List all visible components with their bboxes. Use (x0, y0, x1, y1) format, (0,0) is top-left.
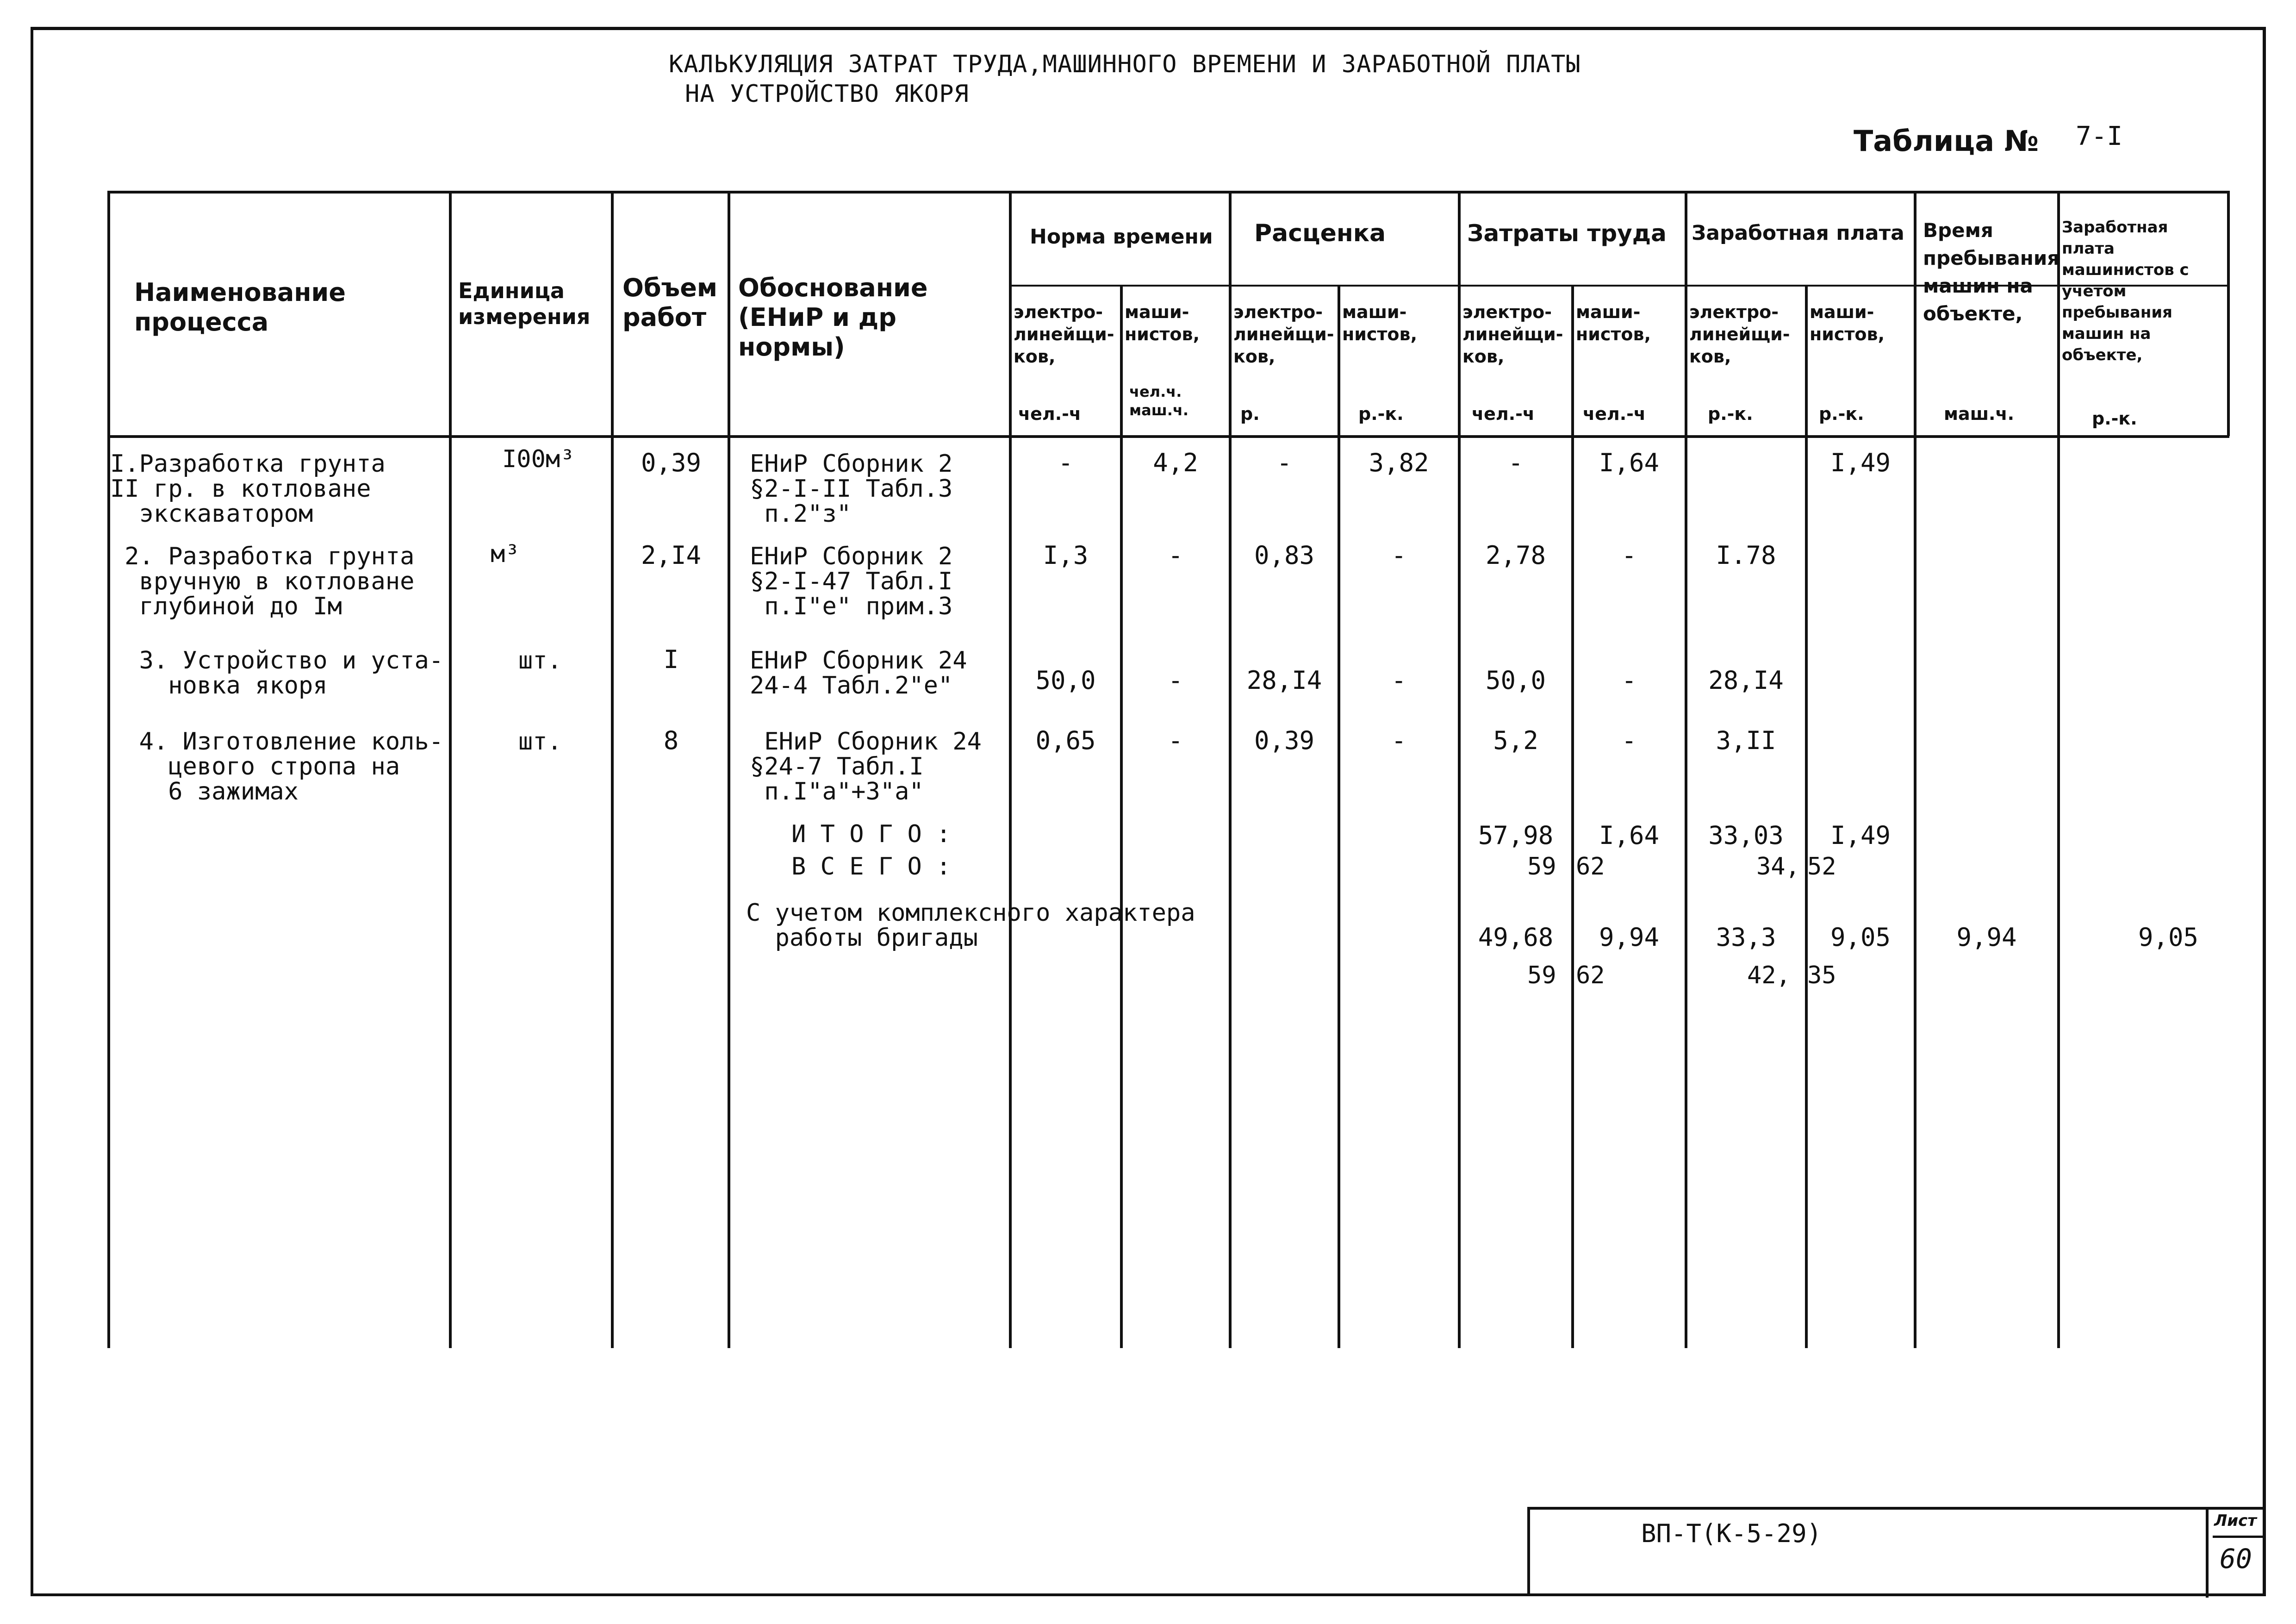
unit-label: р.-к. (1819, 404, 1864, 424)
basis-value: ЕНиР Сборник 24 §24-7 Табл.I п.I"а"+3"а" (750, 728, 982, 806)
norm-machinist: 4,2 (1153, 448, 1198, 477)
document-subtitle: НА УСТРОЙСТВО ЯКОРЯ (685, 80, 969, 108)
volume-value: I (663, 645, 679, 674)
col-line (1805, 285, 1808, 1348)
norm-machinist: - (1168, 666, 1183, 695)
norm-machinist: - (1168, 726, 1183, 755)
process-name: 2. Разработка грунта вручную в котловане глубиной до Iм (124, 543, 415, 620)
subheader-norm-machinist: маши-нистов, (1125, 302, 1200, 344)
subheader-rate-machinist: маши-нистов, (1342, 302, 1418, 344)
header-name: Наименование процесса (134, 278, 346, 337)
norm-electro: 50,0 (1035, 666, 1096, 695)
col-line (1120, 285, 1123, 1348)
unit-label: чел.ч. маш.ч. (1129, 383, 1189, 419)
header-wage: Заработная плата (1692, 221, 1904, 245)
complex-labor-sum-b: 62 (1576, 962, 1605, 989)
unit-label: чел.-ч (1018, 404, 1081, 424)
unit-value: шт. (518, 647, 562, 675)
unit-label: маш.ч. (1944, 404, 2015, 424)
complex-wage-sum-a: 42, (1747, 962, 1791, 989)
rate-electro: - (1276, 448, 1292, 477)
header-machine-time: Время пребывания машин на объекте, (1923, 219, 2060, 325)
header-machine-wage: Заработная плата машинистов с учетом пребывания машин на объекте, (2062, 218, 2189, 364)
itogo-wage-machinist: I,49 (1830, 821, 1891, 850)
document-code: ВП-Т(К-5-29) (1641, 1519, 1822, 1548)
labor-electro: 50,0 (1485, 666, 1546, 695)
labor-machinist: - (1621, 666, 1637, 695)
rate-electro: 0,39 (1254, 726, 1315, 755)
basis-value: ЕНиР Сборник 24 24-4 Табл.2"е" (750, 647, 967, 700)
subheader-norm-electro: электро-линейщи-ков, (1014, 302, 1114, 367)
col-line (1685, 191, 1687, 1348)
rate-machinist: 3,82 (1369, 448, 1429, 477)
process-name: I.Разработка грунта II гр. в котловане экскаватором (110, 450, 386, 528)
vsego-label: В С Е Г О : (791, 853, 951, 881)
document-title: КАЛЬКУЛЯЦИЯ ЗАТРАТ ТРУДА,МАШИННОГО ВРЕМЕНИ И ЗАРАБОТНОЙ ПЛАТЫ (669, 50, 1581, 78)
subheader-labor-machinist: маши-нистов, (1576, 302, 1651, 344)
header-bottom-rule (107, 435, 2229, 438)
table-number: 7-I (2076, 121, 2123, 151)
complex-label: С учетом комплексного характера работы бригады (746, 899, 1195, 952)
unit-label: р.-к. (1708, 404, 1753, 424)
itogo-label: И Т О Г О : (791, 820, 951, 848)
rate-machinist: - (1391, 541, 1406, 570)
title-block (1527, 1507, 2263, 1595)
norm-electro: I,3 (1043, 541, 1089, 570)
unit-label: чел.-ч (1472, 404, 1535, 424)
col-line (1458, 191, 1461, 1348)
itogo-labor-electro: 57,98 (1478, 821, 1554, 850)
norm-electro: 0,65 (1035, 726, 1096, 755)
itogo-wage-electro: 33,03 (1708, 821, 1784, 850)
vsego-labor-a: 59 (1527, 853, 1556, 881)
volume-value: 2,I4 (641, 541, 702, 570)
norm-electro: - (1058, 448, 1073, 477)
header-rate: Расценка (1254, 219, 1386, 247)
col-line (2227, 191, 2230, 436)
subheader-wage-electro: электро-линейщи-ков, (1689, 302, 1790, 367)
complex-machine-wage: 9,05 (2138, 923, 2198, 952)
vsego-wage-b: 52 (1807, 853, 1836, 881)
wage-machinist: I,49 (1830, 448, 1891, 477)
complex-machine-time: 9,94 (1956, 923, 2017, 952)
header-unit: Единица измерения (458, 278, 591, 329)
complex-wage-machinist: 9,05 (1830, 923, 1891, 952)
col-line (1009, 191, 1012, 1348)
subheader-rate-electro: электро-линейщи-ков, (1233, 302, 1334, 367)
unit-label: чел.-ч (1583, 404, 1646, 424)
header-labor: Затраты труда (1467, 220, 1667, 247)
labor-machinist: - (1621, 541, 1637, 570)
labor-machinist: I,64 (1599, 448, 1660, 477)
unit-value: шт. (518, 728, 562, 756)
wage-electro: 3,II (1716, 726, 1776, 755)
process-name: 3. Устройство и уста- новка якоря (139, 647, 444, 700)
vsego-wage-a: 34, (1756, 853, 1800, 881)
volume-value: 0,39 (641, 448, 702, 477)
table-top-rule (107, 191, 2229, 194)
labor-machinist: - (1621, 726, 1637, 755)
labor-electro: - (1508, 448, 1524, 477)
norm-machinist: - (1168, 541, 1183, 570)
table-label: Таблица № (1854, 124, 2039, 158)
wage-electro: 28,I4 (1708, 666, 1784, 695)
rate-electro: 28,I4 (1246, 666, 1322, 695)
col-line (728, 191, 730, 1348)
complex-labor-machinist: 9,94 (1599, 923, 1660, 952)
rate-machinist: - (1391, 666, 1406, 695)
unit-label: р.-к. (1358, 404, 1404, 424)
wage-electro: I.78 (1716, 541, 1776, 570)
col-line (1571, 285, 1574, 1348)
process-name: 4. Изготовление коль- цевого стропа на 6 зажимах (139, 728, 444, 806)
basis-value: ЕНиР Сборник 2 §2-I-II Табл.3 п.2"з" (750, 450, 953, 528)
sheet-label: Лист (2214, 1512, 2257, 1530)
stamp-divider (2206, 1510, 2209, 1598)
labor-electro: 5,2 (1493, 726, 1538, 755)
stamp-divider (2213, 1536, 2264, 1538)
col-line (611, 191, 614, 1348)
vsego-labor-b: 62 (1576, 853, 1605, 881)
complex-labor-sum-a: 59 (1527, 962, 1556, 989)
header-volume: Объем работ (622, 273, 717, 332)
unit-label: р. (1240, 404, 1260, 424)
rate-machinist: - (1391, 726, 1406, 755)
labor-electro: 2,78 (1485, 541, 1546, 570)
col-line (2057, 191, 2060, 1348)
unit-value: м³ (491, 540, 520, 568)
volume-value: 8 (663, 726, 679, 755)
subheader-wage-machinist: маши-нистов, (1810, 302, 1885, 344)
itogo-labor-machinist: I,64 (1599, 821, 1660, 850)
rate-electro: 0,83 (1254, 541, 1315, 570)
unit-value: I00м³ (502, 445, 575, 473)
subheader-labor-electro: электро-линейщи-ков, (1462, 302, 1563, 367)
complex-labor-electro: 49,68 (1478, 923, 1554, 952)
sheet-number: 60 (2220, 1543, 2252, 1574)
unit-label: р.-к. (2092, 408, 2137, 429)
col-line (1338, 285, 1340, 1348)
basis-value: ЕНиР Сборник 2 §2-I-47 Табл.I п.I"е" прим.3 (750, 543, 953, 620)
header-basis: Обоснование (ЕНиР и др нормы) (738, 273, 928, 362)
header-norm-time: Норма времени (1030, 225, 1213, 249)
col-line (1229, 191, 1232, 1348)
col-line (1914, 191, 1916, 1348)
complex-wage-electro: 33,3 (1716, 923, 1776, 952)
col-line (449, 191, 452, 1348)
complex-wage-sum-b: 35 (1807, 962, 1836, 989)
